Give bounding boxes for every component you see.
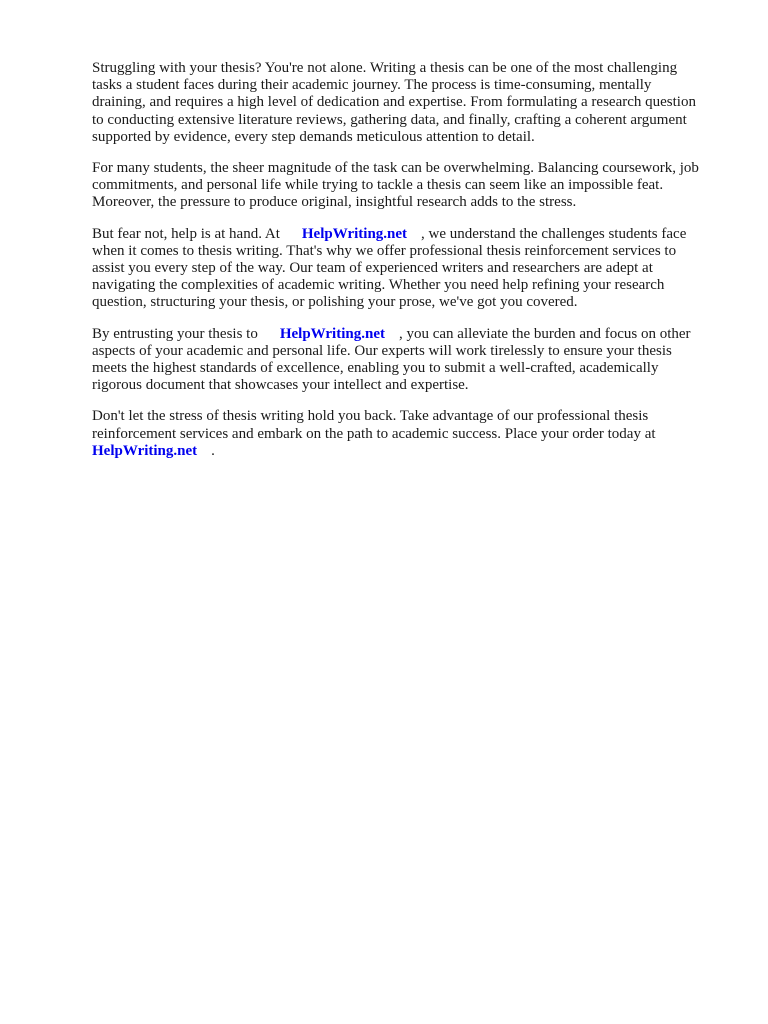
paragraph-help-text-after: , we understand the challenges students face when it comes to thesis writing. That's why we offer professional thesis reinforcement services to assist you every step of the way. Our team of experienced writers and researchers are adept at navigating the complexities of academic writing. Whether you need help refining your research question, structuring your thesis, or polishing your prose, we've got you covered. [92, 225, 687, 311]
paragraph-cta-text-after: . [211, 442, 215, 459]
paragraph-intro: Struggling with your thesis? You're not alone. Writing a thesis can be one of the most challenging tasks a student faces during their academic journey. The process is time-consuming, mentally draining, and requires a high level of dedication and expertise. From formulating a research question to conducting extensive literature reviews, gathering data, and finally, crafting a coherent argument supported by evidence, every step demands meticulous attention to detail. [92, 60, 696, 145]
helpwriting-link-3[interactable]: HelpWriting.net [92, 442, 198, 459]
paragraph-challenges: For many students, the sheer magnitude of the task can be overwhelming. Balancing coursework, job commitments, and personal life while trying to tackle a thesis can seem like an impossible feat. Moreover, the pressure to produce original, insightful research adds to the stress. [92, 160, 699, 211]
paragraph-cta [92, 408, 722, 460]
document-body [92, 60, 722, 474]
paragraph-entrust-text-before: By entrusting your thesis to [92, 325, 258, 342]
helpwriting-link-1[interactable]: HelpWriting.net [301, 225, 408, 242]
helpwriting-link-2[interactable]: HelpWriting.net [279, 325, 385, 342]
paragraph-cta-text-before: Don't let the stress of thesis writing hold you back. Take advantage of our professional thesis reinforcement services and embark on the path to academic success. Place your order today at [92, 408, 656, 442]
paragraph-help-text-before: But fear not, help is at hand. At [92, 225, 280, 242]
paragraph-entrust-text-after: , you can alleviate the burden and focus on other aspects of your academic and personal life. Our experts will work tirelessly to ensure your thesis meets the highest standards of excellence, enabling you to submit a well-crafted, academically rigorous document that showcases your intellect and expertise. [92, 325, 691, 394]
paragraph-entrust [92, 326, 722, 395]
paragraph-help [92, 226, 722, 312]
